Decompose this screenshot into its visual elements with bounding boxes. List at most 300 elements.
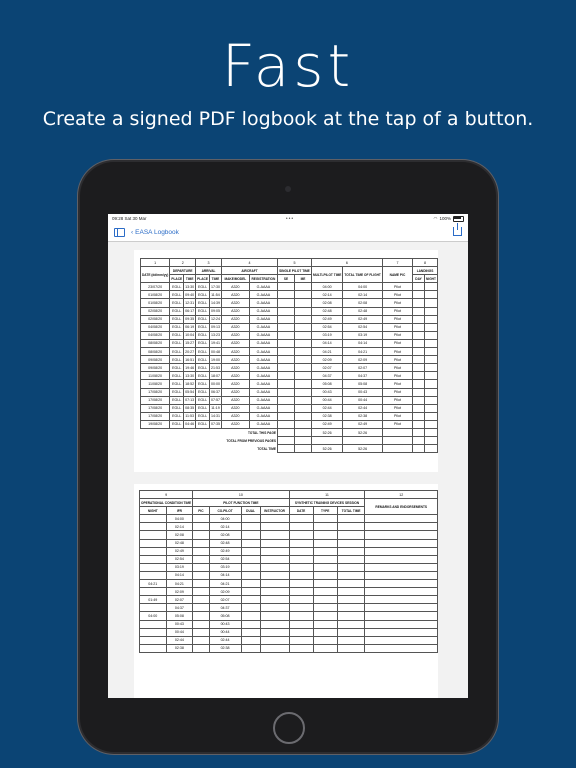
table-cell: 17/08/20 bbox=[141, 412, 170, 420]
table-cell bbox=[413, 331, 425, 339]
table-row bbox=[140, 531, 438, 539]
table-cell: 00:48 bbox=[209, 348, 221, 356]
table-cell: 04:00 bbox=[140, 612, 167, 620]
table-cell bbox=[413, 323, 425, 331]
table-cell: 11/08/20 bbox=[141, 372, 170, 380]
table-cell bbox=[413, 307, 425, 315]
table-cell bbox=[278, 299, 295, 307]
table-cell bbox=[424, 420, 437, 428]
table-cell: 17/08/20 bbox=[141, 396, 170, 404]
table-cell: EGLL bbox=[170, 315, 184, 323]
sub-header: REGISTRATION bbox=[249, 275, 277, 283]
table-cell: EGLL bbox=[170, 307, 184, 315]
sub-header: PIC bbox=[193, 507, 209, 515]
table-cell bbox=[260, 563, 289, 571]
table-cell: 13:30 bbox=[184, 372, 196, 380]
table-cell: EGLL bbox=[196, 420, 210, 428]
table-cell: 02:54 bbox=[166, 555, 193, 563]
table-cell: 00:44 bbox=[343, 396, 382, 404]
table-cell: EGLL bbox=[196, 396, 210, 404]
table-row bbox=[140, 596, 438, 604]
table-cell bbox=[278, 404, 295, 412]
table-row bbox=[141, 412, 438, 420]
table-cell: A320 bbox=[221, 388, 249, 396]
table-cell bbox=[295, 356, 312, 364]
table-cell: 02:09 bbox=[311, 356, 342, 364]
table-cell: 04:37 bbox=[209, 604, 241, 612]
table-cell: 02:07 bbox=[209, 596, 241, 604]
table-cell: 02:08 bbox=[209, 531, 241, 539]
table-cell: 17/08/20 bbox=[141, 404, 170, 412]
column-number: 3 bbox=[196, 259, 222, 267]
table-cell bbox=[337, 596, 365, 604]
table-cell: A320 bbox=[221, 291, 249, 299]
table-row bbox=[141, 364, 438, 372]
table-cell bbox=[424, 356, 437, 364]
table-cell: 02:49 bbox=[209, 547, 241, 555]
table-cell: Pilot bbox=[382, 404, 412, 412]
logbook-page-right bbox=[134, 484, 438, 698]
table-cell: 21:53 bbox=[209, 364, 221, 372]
table-cell: G-AAAA bbox=[249, 364, 277, 372]
table-cell: 11:53 bbox=[184, 412, 196, 420]
header-operational-condition: OPERATIONAL CONDITION TIME bbox=[140, 499, 193, 507]
table-cell: G-AAAA bbox=[249, 380, 277, 388]
table-cell bbox=[365, 620, 438, 628]
table-cell: EGLL bbox=[170, 356, 184, 364]
table-cell bbox=[424, 445, 437, 453]
table-cell bbox=[337, 612, 365, 620]
table-cell bbox=[413, 291, 425, 299]
share-icon[interactable] bbox=[453, 227, 462, 236]
table-cell bbox=[337, 555, 365, 563]
table-cell bbox=[193, 563, 209, 571]
table-row bbox=[141, 380, 438, 388]
table-cell bbox=[313, 596, 337, 604]
table-cell bbox=[289, 555, 313, 563]
sub-header: NIGHT bbox=[424, 275, 437, 283]
table-cell bbox=[278, 388, 295, 396]
table-cell bbox=[365, 604, 438, 612]
table-cell: 00:43 bbox=[343, 388, 382, 396]
table-cell: 04:14 bbox=[209, 571, 241, 579]
table-cell bbox=[337, 620, 365, 628]
table-cell bbox=[295, 437, 312, 445]
table-cell: 02:49 bbox=[343, 315, 382, 323]
table-cell: Pilot bbox=[382, 420, 412, 428]
column-number-row bbox=[141, 259, 438, 267]
table-cell: 19/08/20 bbox=[141, 420, 170, 428]
table-cell bbox=[193, 620, 209, 628]
sub-header: ME bbox=[295, 275, 312, 283]
table-cell bbox=[289, 588, 313, 596]
table-cell bbox=[424, 291, 437, 299]
table-cell bbox=[278, 412, 295, 420]
table-cell: 04:37 bbox=[311, 372, 342, 380]
table-cell: 02:08 bbox=[311, 299, 342, 307]
table-cell bbox=[313, 555, 337, 563]
table-cell: 02:08 bbox=[343, 299, 382, 307]
table-row bbox=[140, 628, 438, 636]
table-cell: Pilot bbox=[382, 348, 412, 356]
table-cell: 04/08/20 bbox=[141, 331, 170, 339]
table-cell bbox=[382, 445, 412, 453]
table-cell bbox=[295, 339, 312, 347]
table-cell bbox=[260, 555, 289, 563]
table-cell: EGLL bbox=[170, 299, 184, 307]
table-cell: 02:14 bbox=[209, 523, 241, 531]
table-cell bbox=[260, 596, 289, 604]
table-cell: 02:48 bbox=[343, 307, 382, 315]
table-cell bbox=[313, 620, 337, 628]
table-cell: A320 bbox=[221, 380, 249, 388]
table-cell bbox=[337, 515, 365, 523]
table-cell: 04:00 bbox=[311, 283, 342, 291]
table-cell: 02:08 bbox=[166, 531, 193, 539]
table-cell: 04:21 bbox=[343, 348, 382, 356]
table-cell bbox=[295, 283, 312, 291]
table-cell bbox=[413, 339, 425, 347]
table-cell: EGLL bbox=[196, 356, 210, 364]
header-remarks: REMARKS AND ENDORSEMENTS bbox=[365, 499, 438, 515]
table-cell bbox=[278, 315, 295, 323]
table-cell bbox=[424, 404, 437, 412]
table-cell: 00:43 bbox=[311, 388, 342, 396]
table-cell bbox=[337, 636, 365, 644]
table-cell bbox=[313, 580, 337, 588]
table-cell: 09:05 bbox=[209, 307, 221, 315]
table-cell bbox=[241, 580, 260, 588]
table-cell: 00:44 bbox=[311, 396, 342, 404]
table-cell bbox=[313, 563, 337, 571]
table-cell bbox=[260, 644, 289, 652]
table-cell: 12:31 bbox=[184, 299, 196, 307]
total-value: 52:26 bbox=[343, 445, 382, 453]
table-cell: 02:09 bbox=[166, 588, 193, 596]
table-cell bbox=[140, 539, 167, 547]
table-cell: 05:08 bbox=[343, 380, 382, 388]
table-row bbox=[140, 636, 438, 644]
table-cell bbox=[289, 596, 313, 604]
table-cell: Pilot bbox=[382, 307, 412, 315]
table-cell: 02:07 bbox=[166, 596, 193, 604]
total-previous-row bbox=[141, 437, 438, 445]
table-cell: 06:17 bbox=[184, 307, 196, 315]
table-cell: 04:21 bbox=[166, 580, 193, 588]
table-row bbox=[141, 388, 438, 396]
table-cell bbox=[241, 612, 260, 620]
table-cell bbox=[289, 523, 313, 531]
table-cell: EGLL bbox=[196, 299, 210, 307]
table-cell bbox=[140, 531, 167, 539]
table-cell: 09/08/20 bbox=[141, 364, 170, 372]
table-cell bbox=[241, 644, 260, 652]
sub-header: IFR bbox=[166, 507, 193, 515]
table-cell bbox=[278, 356, 295, 364]
table-row bbox=[140, 555, 438, 563]
header-landings: LANDINGS bbox=[413, 267, 438, 275]
table-cell: 02:14 bbox=[311, 291, 342, 299]
table-row bbox=[140, 612, 438, 620]
table-row bbox=[141, 299, 438, 307]
header-multi-pilot: MULTI-PILOT TIME bbox=[311, 267, 342, 283]
subline: Create a signed PDF logbook at the tap of a button. bbox=[42, 108, 534, 130]
table-cell bbox=[260, 612, 289, 620]
table-cell: A320 bbox=[221, 364, 249, 372]
group-header-row bbox=[140, 499, 438, 507]
table-cell: 02/08/20 bbox=[141, 315, 170, 323]
table-cell bbox=[193, 555, 209, 563]
table-cell: 01/08/20 bbox=[141, 299, 170, 307]
table-cell: A320 bbox=[221, 283, 249, 291]
table-cell bbox=[241, 588, 260, 596]
table-cell bbox=[295, 388, 312, 396]
table-cell bbox=[295, 299, 312, 307]
table-cell: 04/08/20 bbox=[141, 323, 170, 331]
table-cell bbox=[260, 523, 289, 531]
table-cell bbox=[424, 339, 437, 347]
table-cell: EGLL bbox=[170, 388, 184, 396]
table-cell bbox=[140, 571, 167, 579]
table-cell bbox=[413, 364, 425, 372]
table-cell: 18:52 bbox=[184, 380, 196, 388]
table-cell bbox=[295, 396, 312, 404]
column-number: 5 bbox=[278, 259, 312, 267]
table-cell bbox=[278, 380, 295, 388]
table-cell bbox=[140, 563, 167, 571]
table-cell: 02:48 bbox=[209, 539, 241, 547]
table-cell: 00:43 bbox=[209, 620, 241, 628]
table-cell bbox=[365, 636, 438, 644]
table-cell: 23/07/20 bbox=[141, 283, 170, 291]
table-cell: 02:44 bbox=[311, 404, 342, 412]
header-single-pilot: SINGLE PILOT TIME bbox=[278, 267, 312, 275]
table-cell bbox=[241, 604, 260, 612]
table-cell bbox=[424, 428, 437, 436]
table-cell bbox=[365, 571, 438, 579]
table-cell: 02:38 bbox=[311, 412, 342, 420]
table-cell: 02:38 bbox=[343, 412, 382, 420]
table-cell: 02:49 bbox=[343, 420, 382, 428]
table-cell bbox=[278, 428, 295, 436]
table-cell bbox=[337, 604, 365, 612]
table-cell bbox=[313, 515, 337, 523]
sub-header: NIGHT bbox=[140, 507, 167, 515]
table-cell: 02:54 bbox=[311, 323, 342, 331]
table-cell bbox=[260, 588, 289, 596]
table-cell bbox=[260, 636, 289, 644]
header-arrival: ARRIVAL bbox=[196, 267, 222, 275]
table-cell bbox=[289, 547, 313, 555]
table-cell bbox=[278, 339, 295, 347]
total-value bbox=[311, 437, 342, 445]
table-cell: 08:35 bbox=[184, 404, 196, 412]
sub-header: DATE bbox=[289, 507, 313, 515]
table-row bbox=[141, 339, 438, 347]
column-number: 7 bbox=[382, 259, 412, 267]
table-cell bbox=[337, 644, 365, 652]
table-cell bbox=[424, 364, 437, 372]
table-cell bbox=[241, 523, 260, 531]
group-header-row bbox=[141, 267, 438, 275]
table-cell bbox=[241, 539, 260, 547]
table-cell: G-AAAA bbox=[249, 372, 277, 380]
table-cell bbox=[289, 531, 313, 539]
table-row bbox=[141, 404, 438, 412]
table-row bbox=[140, 563, 438, 571]
headline: Fast bbox=[221, 32, 355, 100]
table-cell bbox=[295, 428, 312, 436]
table-cell bbox=[289, 604, 313, 612]
table-cell: A320 bbox=[221, 307, 249, 315]
table-cell bbox=[278, 348, 295, 356]
table-cell: 05:08 bbox=[209, 612, 241, 620]
table-cell: 09:13 bbox=[209, 323, 221, 331]
table-row bbox=[140, 588, 438, 596]
table-cell bbox=[241, 628, 260, 636]
table-cell bbox=[424, 307, 437, 315]
table-cell bbox=[413, 428, 425, 436]
header-aircraft: AIRCRAFT bbox=[221, 267, 277, 275]
total-this-page-row bbox=[141, 428, 438, 436]
table-cell bbox=[313, 636, 337, 644]
total-value: 52:26 bbox=[311, 428, 342, 436]
table-cell bbox=[424, 315, 437, 323]
table-cell: 09:40 bbox=[184, 291, 196, 299]
table-cell: G-AAAA bbox=[249, 412, 277, 420]
table-cell: 02:44 bbox=[343, 404, 382, 412]
table-cell bbox=[193, 539, 209, 547]
table-cell bbox=[241, 531, 260, 539]
sub-header: TIME bbox=[184, 275, 196, 283]
column-number: 8 bbox=[413, 259, 438, 267]
table-cell bbox=[193, 531, 209, 539]
column-number: 11 bbox=[289, 491, 365, 499]
table-cell bbox=[413, 396, 425, 404]
table-cell: 07:35 bbox=[209, 420, 221, 428]
table-cell: 02:09 bbox=[343, 356, 382, 364]
table-cell bbox=[260, 531, 289, 539]
table-cell: 20:27 bbox=[184, 348, 196, 356]
sub-header: TIME bbox=[209, 275, 221, 283]
multitasking-dots[interactable]: ••• bbox=[285, 215, 295, 222]
table-cell: 11:19 bbox=[209, 404, 221, 412]
column-number-row bbox=[140, 491, 438, 499]
table-cell bbox=[295, 364, 312, 372]
table-cell bbox=[193, 515, 209, 523]
table-cell bbox=[260, 580, 289, 588]
table-cell: Pilot bbox=[382, 380, 412, 388]
table-cell: 02:49 bbox=[311, 315, 342, 323]
table-cell bbox=[365, 563, 438, 571]
table-cell: A320 bbox=[221, 404, 249, 412]
table-cell: 02:54 bbox=[343, 323, 382, 331]
table-cell bbox=[413, 372, 425, 380]
sub-header: TYPE bbox=[313, 507, 337, 515]
table-cell bbox=[140, 555, 167, 563]
total-value: 52:26 bbox=[343, 428, 382, 436]
table-cell: 02:49 bbox=[311, 420, 342, 428]
column-number: 4 bbox=[221, 259, 277, 267]
table-cell bbox=[193, 636, 209, 644]
table-cell bbox=[295, 372, 312, 380]
table-cell: A320 bbox=[221, 396, 249, 404]
column-number: 2 bbox=[170, 259, 196, 267]
table-cell bbox=[337, 563, 365, 571]
total-value bbox=[343, 437, 382, 445]
table-cell bbox=[140, 523, 167, 531]
table-cell bbox=[241, 636, 260, 644]
table-cell bbox=[424, 323, 437, 331]
table-cell bbox=[313, 628, 337, 636]
table-row bbox=[141, 331, 438, 339]
total-label: TOTAL TIME bbox=[257, 446, 277, 451]
sidebar-toggle-icon[interactable] bbox=[114, 228, 125, 237]
table-cell bbox=[337, 580, 365, 588]
table-cell bbox=[413, 299, 425, 307]
table-cell: 01:49 bbox=[140, 596, 167, 604]
table-cell: EGLL bbox=[170, 331, 184, 339]
table-cell: G-AAAA bbox=[249, 388, 277, 396]
table-cell: 14:31 bbox=[209, 412, 221, 420]
back-button[interactable] bbox=[131, 229, 179, 236]
table-cell: 05:08 bbox=[166, 612, 193, 620]
table-cell bbox=[241, 596, 260, 604]
table-cell bbox=[278, 291, 295, 299]
table-cell bbox=[424, 283, 437, 291]
table-cell bbox=[424, 396, 437, 404]
sub-header: CO-PILOT bbox=[209, 507, 241, 515]
table-cell bbox=[413, 356, 425, 364]
table-cell: 19:41 bbox=[209, 339, 221, 347]
table-cell bbox=[140, 628, 167, 636]
sub-header: PLACE bbox=[196, 275, 210, 283]
table-cell bbox=[241, 563, 260, 571]
table-cell: 01/08/20 bbox=[141, 291, 170, 299]
table-cell: EGLL bbox=[170, 323, 184, 331]
home-button[interactable] bbox=[273, 712, 305, 744]
column-number: 10 bbox=[193, 491, 289, 499]
table-row bbox=[140, 580, 438, 588]
table-cell: Pilot bbox=[382, 283, 412, 291]
table-cell bbox=[337, 588, 365, 596]
table-cell bbox=[193, 644, 209, 652]
column-number: 12 bbox=[365, 491, 438, 499]
table-cell: Pilot bbox=[382, 299, 412, 307]
table-cell: 16:51 bbox=[184, 356, 196, 364]
table-cell bbox=[337, 628, 365, 636]
table-cell bbox=[140, 604, 167, 612]
table-cell: 08/08/20 bbox=[141, 339, 170, 347]
table-cell: EGLL bbox=[196, 315, 210, 323]
table-cell: EGLL bbox=[196, 380, 210, 388]
table-cell: 02:48 bbox=[166, 539, 193, 547]
table-cell bbox=[241, 515, 260, 523]
table-cell: EGLL bbox=[170, 364, 184, 372]
table-cell bbox=[413, 380, 425, 388]
table-cell bbox=[424, 388, 437, 396]
table-cell: 00:44 bbox=[209, 628, 241, 636]
table-cell: G-AAAA bbox=[249, 323, 277, 331]
sub-header: INSTRUCTOR bbox=[260, 507, 289, 515]
table-cell bbox=[260, 547, 289, 555]
back-label: EASA Logbook bbox=[135, 228, 179, 236]
table-cell bbox=[424, 299, 437, 307]
table-cell bbox=[337, 547, 365, 555]
table-row bbox=[140, 604, 438, 612]
table-cell bbox=[295, 331, 312, 339]
table-cell bbox=[424, 412, 437, 420]
